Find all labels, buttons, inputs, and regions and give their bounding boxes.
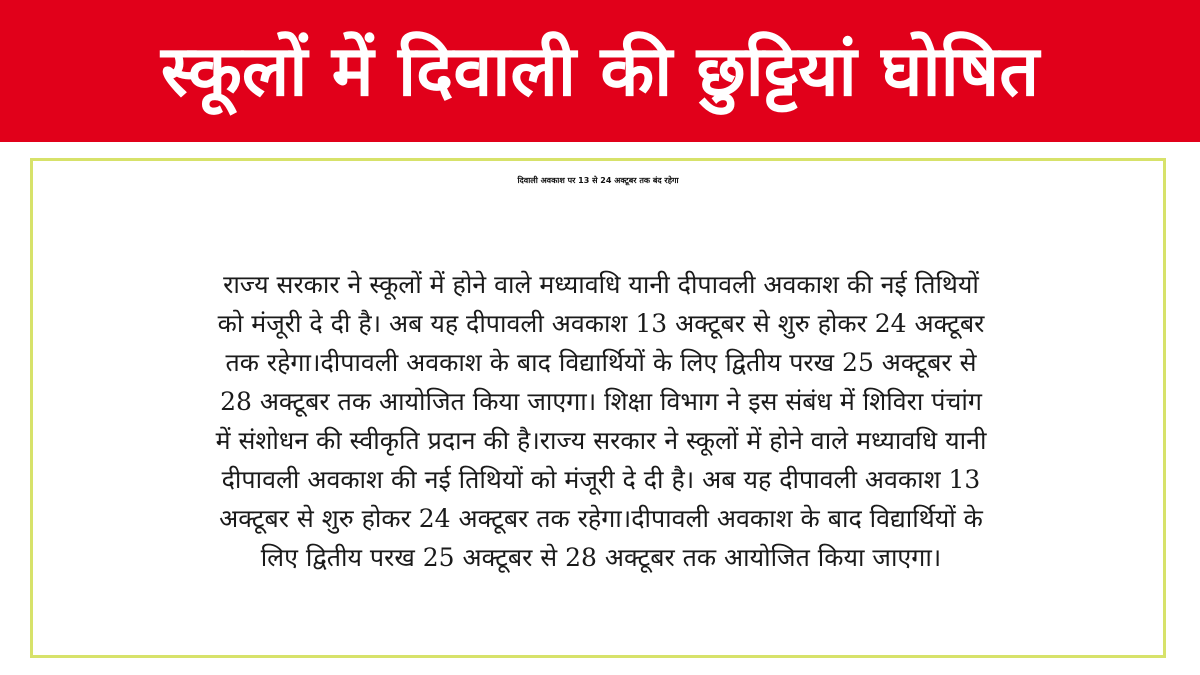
body-line: राज्य सरकार ने स्कूलों में होने वाले मध्यावधि यानी दीपावली अवकाश की नई तिथियों — [223, 270, 979, 299]
body-line: 28 अक्टूबर तक आयोजित किया जाएगा। शिक्षा विभाग ने इस संबंध में शिविरा पंचांग — [220, 387, 982, 416]
body-line: तक रहेगा।दीपावली अवकाश के बाद विद्यार्थियों के लिए द्वितीय परख 25 अक्टूबर से — [225, 348, 977, 377]
body-line: में संशोधन की स्वीकृति प्रदान की है।राज्य सरकार ने स्कूलों में होने वाले मध्यावधि यानी — [215, 426, 987, 455]
article-body — [73, 265, 1129, 577]
body-line: को मंजूरी दे दी है। अब यह दीपावली अवकाश 13 अक्टूबर से शुरु होकर 24 अक्टूबर — [217, 309, 985, 338]
body-line: अक्टूबर से शुरु होकर 24 अक्टूबर तक रहेगा।दीपावली अवकाश के बाद विद्यार्थियों के — [219, 504, 983, 533]
body-line: लिए द्वितीय परख 25 अक्टूबर से 28 अक्टूबर तक आयोजित किया जाएगा। — [260, 543, 942, 572]
body-line: दीपावली अवकाश की नई तिथियों को मंजूरी दे दी है। अब यह दीपावली अवकाश 13 — [221, 465, 981, 494]
article-card — [30, 158, 1166, 658]
banner-title: स्कूलों में दिवाली की छुट्टियां घोषित — [160, 30, 1040, 112]
headline-banner — [0, 0, 1200, 142]
article-headline: दिवाली अवकाश पर 13 से 24 अक्टूबर तक बंद रहेगा — [517, 176, 679, 185]
